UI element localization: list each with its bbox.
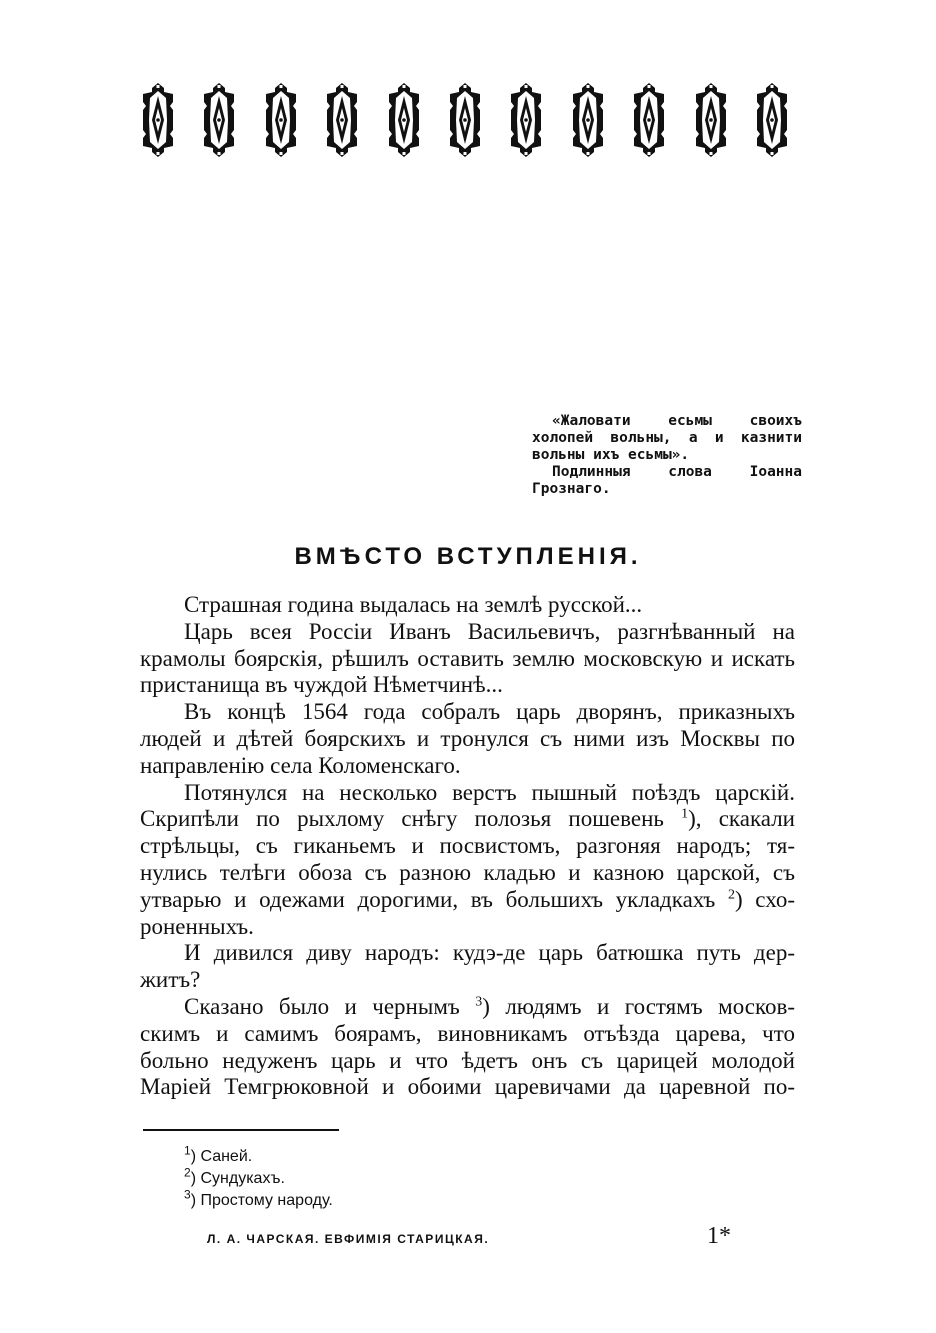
- footnote-ref: 1: [681, 806, 689, 822]
- chapter-heading: ВМѢСТО ВСТУПЛЕНІЯ.: [294, 543, 642, 570]
- diamond-medallion-icon: [570, 82, 606, 158]
- diamond-medallion-icon: [263, 82, 299, 158]
- footnote-number: 2: [184, 1165, 191, 1180]
- ornament-row: [140, 82, 790, 160]
- paragraph-line: Потянулся на несколько верстъ пышный поѣздъ царскій.: [184, 779, 795, 805]
- diamond-medallion-icon: [447, 82, 483, 158]
- diamond-medallion-icon: [201, 82, 237, 158]
- footnote-divider: [143, 1129, 339, 1131]
- paragraph-line: крамолы боярскія, рѣшилъ оставить землю московскую и искать: [140, 645, 795, 671]
- line-text: ), скакали: [688, 806, 795, 832]
- footnote-text: ) Простому народу.: [190, 1192, 333, 1209]
- epigraph-attribution: Подлинныя слова Іоанна: [552, 464, 802, 480]
- paragraph-line: стрѣльцы, съ гиканьемъ и посвистомъ, разгоняя народъ; тя-: [140, 833, 795, 859]
- footnotes: [184, 1143, 584, 1212]
- epigraph: [532, 413, 802, 498]
- paragraph-line: нулись телѣги обоза съ разною кладью и казною царской, съ: [140, 859, 795, 885]
- paragraph-line: Въ концѣ 1564 года собралъ царь дворянъ, приказныхъ: [184, 699, 795, 725]
- footnote-text: ) Сундукахъ.: [190, 1170, 285, 1187]
- line-text: Скрипѣли по рыхлому снѣгу полозья пошевень: [140, 806, 664, 832]
- epigraph-line: «Жаловати есьмы своихъ: [552, 413, 802, 429]
- line-text: ) людямъ и гостямъ москов-: [482, 993, 795, 1019]
- diamond-medallion-icon: [140, 82, 176, 158]
- printer-signature: Л. А. ЧАРСКАЯ. ЕВФИМІЯ СТАРИЦКАЯ.: [207, 1232, 490, 1246]
- diamond-medallion-icon: [324, 82, 360, 158]
- paragraph-line: направленію села Коломенскаго.: [140, 752, 461, 778]
- paragraph-line: [140, 806, 795, 833]
- paragraph-line: людей и дѣтей боярскихъ и тронулся съ ними изъ Москвы по: [140, 725, 795, 751]
- paragraph-line: И дивился диву народъ: кудэ-де царь батюшка путь дер-: [184, 940, 795, 966]
- diamond-medallion-icon: [631, 82, 667, 158]
- paragraph-line: Маріей Темгрюковной и обоими царевичами да царевной по-: [140, 1074, 795, 1100]
- footnote: [184, 1187, 584, 1212]
- line-text: Сказано было и чернымъ: [184, 993, 460, 1019]
- footnote-ref: 3: [475, 994, 483, 1010]
- paragraph-line: пристанища въ чуждой Нѣметчинѣ...: [140, 672, 503, 698]
- line-text: утварью и одежами дорогими, въ большихъ укладкахъ: [140, 886, 716, 912]
- footnote: [184, 1143, 584, 1168]
- paragraph-line: скимъ и самимъ боярамъ, виновникамъ отъѣзда царева, что: [140, 1020, 795, 1046]
- epigraph-line: холопей вольны, а и казнити: [532, 430, 802, 446]
- epigraph-line: вольны ихъ есьмы».: [532, 447, 690, 463]
- body-text: [140, 592, 795, 1101]
- line-text: ) схо-: [734, 886, 795, 912]
- paragraph-line: [140, 887, 795, 914]
- diamond-medallion-icon: [508, 82, 544, 158]
- epigraph-attribution: Грознаго.: [532, 481, 611, 497]
- paragraph-line: [140, 994, 795, 1021]
- footnote-ref: 2: [727, 887, 735, 903]
- paragraph-line: Царь всея Россіи Иванъ Васильевичъ, разгнѣванный на: [184, 618, 795, 644]
- paragraph-line: житъ?: [140, 967, 201, 993]
- footnote-number: 3: [184, 1187, 191, 1202]
- paragraph-line: Страшная година выдалась на землѣ русской...: [184, 592, 643, 617]
- paragraph-line: роненныхъ.: [140, 913, 254, 939]
- sheet-mark: 1*: [707, 1223, 731, 1249]
- footnote: [184, 1165, 584, 1190]
- footnote-number: 1: [184, 1143, 191, 1158]
- diamond-medallion-icon: [754, 82, 790, 158]
- footnote-text: ) Саней.: [190, 1148, 253, 1165]
- diamond-medallion-icon: [693, 82, 729, 158]
- paragraph-line: больно недуженъ царь и что ѣдетъ онъ съ царицей молодой: [140, 1047, 795, 1073]
- diamond-medallion-icon: [386, 82, 422, 158]
